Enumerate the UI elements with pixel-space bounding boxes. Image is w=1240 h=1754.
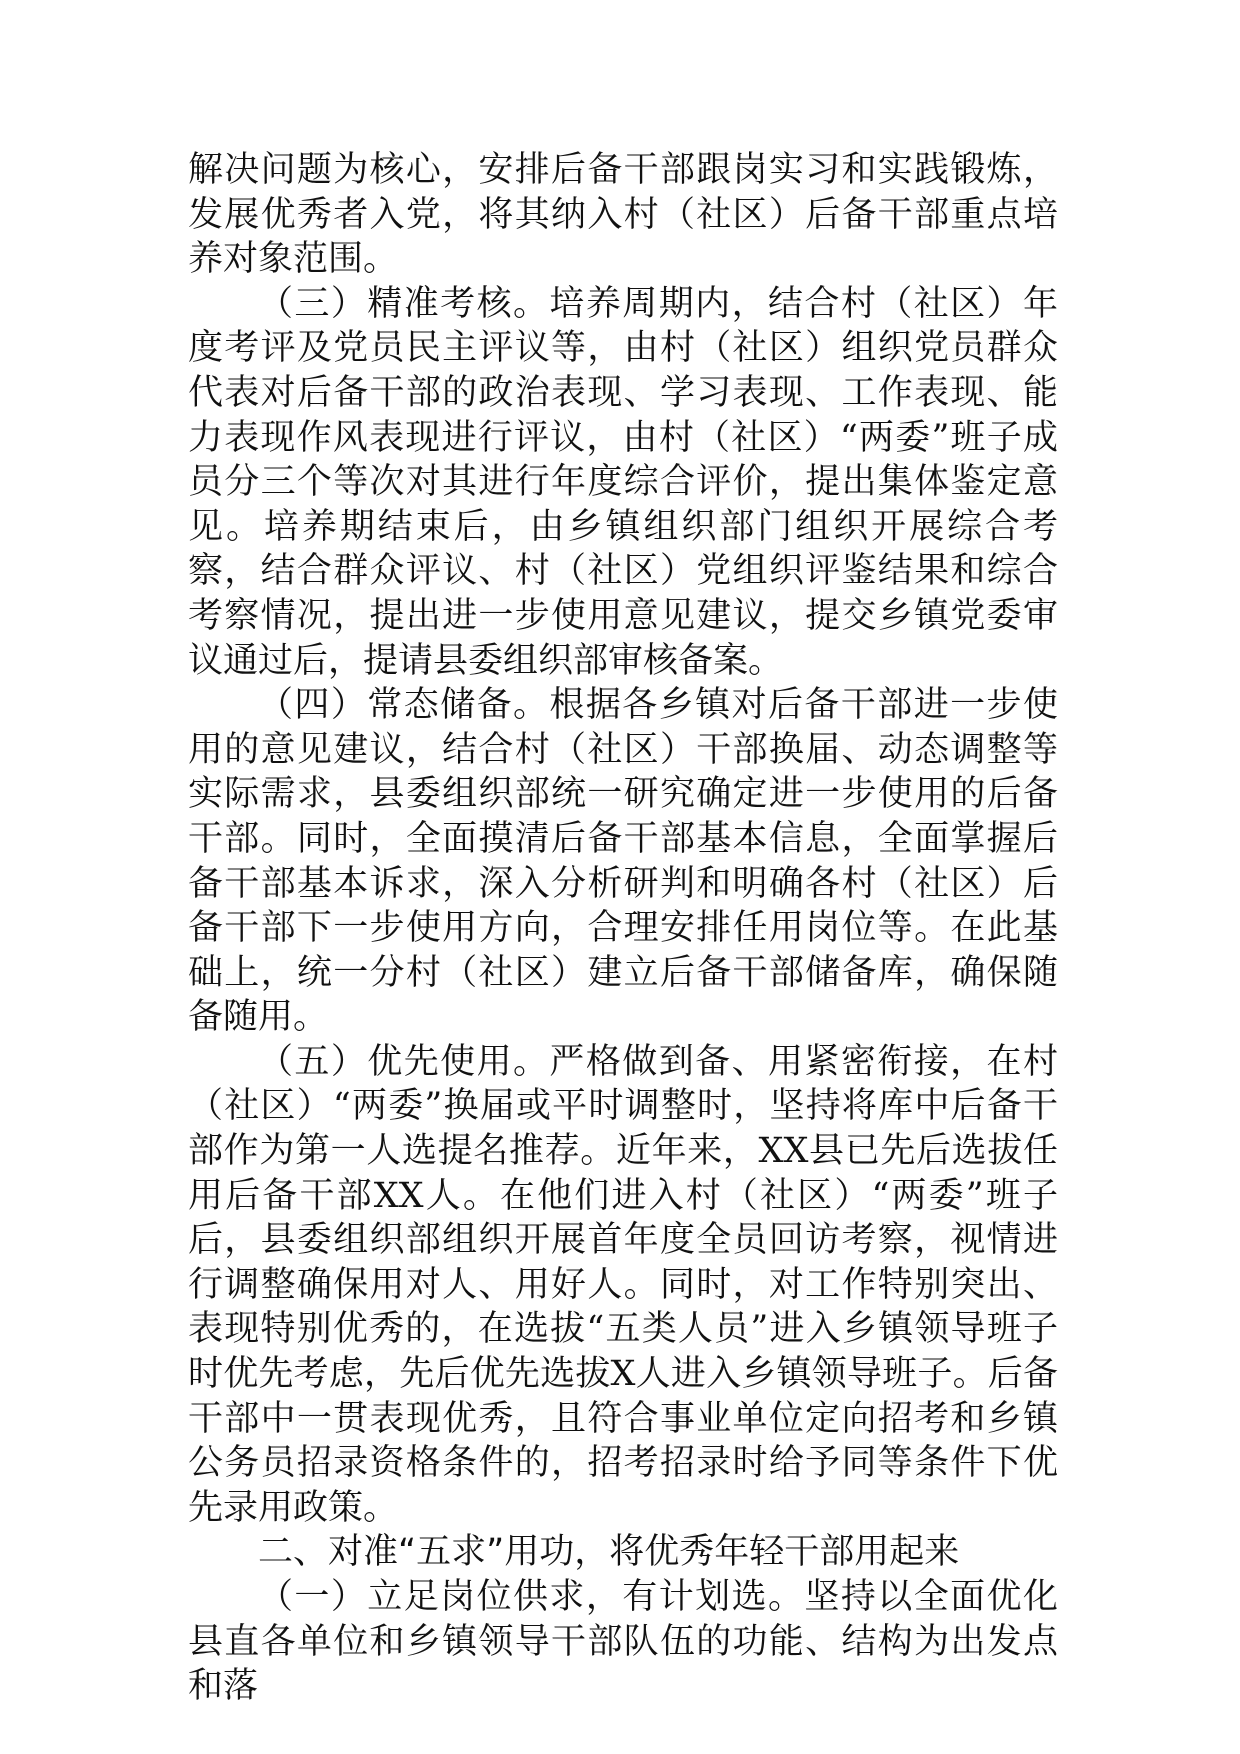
paragraph-precise-assessment: （三）精准考核。培养周期内，结合村（社区）年度考评及党员民主评议等，由村（社区）组织党员群众代表对后备干部的政治表现、学习表现、工作表现、能力表现作风表现进行评议，由村（社区）“两委”班子成员分三个等次对其进行年度综合评价，提出集体鉴定意见。培养期结束后，由乡镇组织部门组织开展综合考察，结合群众评议、村（社区）党组织评鉴结果和综合考察情况，提出进一步使用意见建议，提交乡镇党委审议通过后，提请县委组织部审核备案。 bbox=[188, 283, 1058, 681]
paragraph-regular-reserve: （四）常态储备。根据各乡镇对后备干部进一步使用的意见建议，结合村（社区）干部换届、动态调整等实际需求，县委组织部统一研究确定进一步使用的后备干部。同时，全面摸清后备干部基本信息，全面掌握后备干部基本诉求，深入分析研判和明确各村（社区）后备干部下一步使用方向，合理安排任用岗位等。在此基础上，统一分村（社区）建立后备干部储备库，确保随备随用。 bbox=[188, 685, 1058, 1038]
document-page bbox=[188, 148, 1058, 1709]
paragraph-priority-use: （五）优先使用。严格做到备、用紧密衔接，在村（社区）“两委”换届或平时调整时，坚持将库中后备干部作为第一人选提名推荐。近年来，XX县已先后选拔任用后备干部XX人。在他们进入村（社区）“两委”班子后，县委组织部组织开展首年度全员回访考察，视情进行调整确保用对人、用好人。同时，对工作特别突出、表现特别优秀的，在选拔“五类人员”进入乡镇领导班子时优先考虑，先后优先选拔X人进入乡镇领导班子。后备干部中一贯表现优秀，且符合事业单位定向招考和乡镇公务员招录资格条件的，招考招录时给予同等条件下优先录用政策。 bbox=[188, 1041, 1058, 1528]
paragraph-position-demand: （一）立足岗位供求，有计划选。坚持以全面优化县直各单位和乡镇领导干部队伍的功能、结构为出发点和落 bbox=[188, 1577, 1058, 1707]
section-heading-two: 二、对准“五求”用功，将优秀年轻干部用起来 bbox=[258, 1532, 960, 1573]
paragraph-continuation: 解决问题为核心，安排后备干部跟岗实习和实践锻炼，发展优秀者入党，将其纳入村（社区）后备干部重点培养对象范围。 bbox=[188, 150, 1058, 280]
